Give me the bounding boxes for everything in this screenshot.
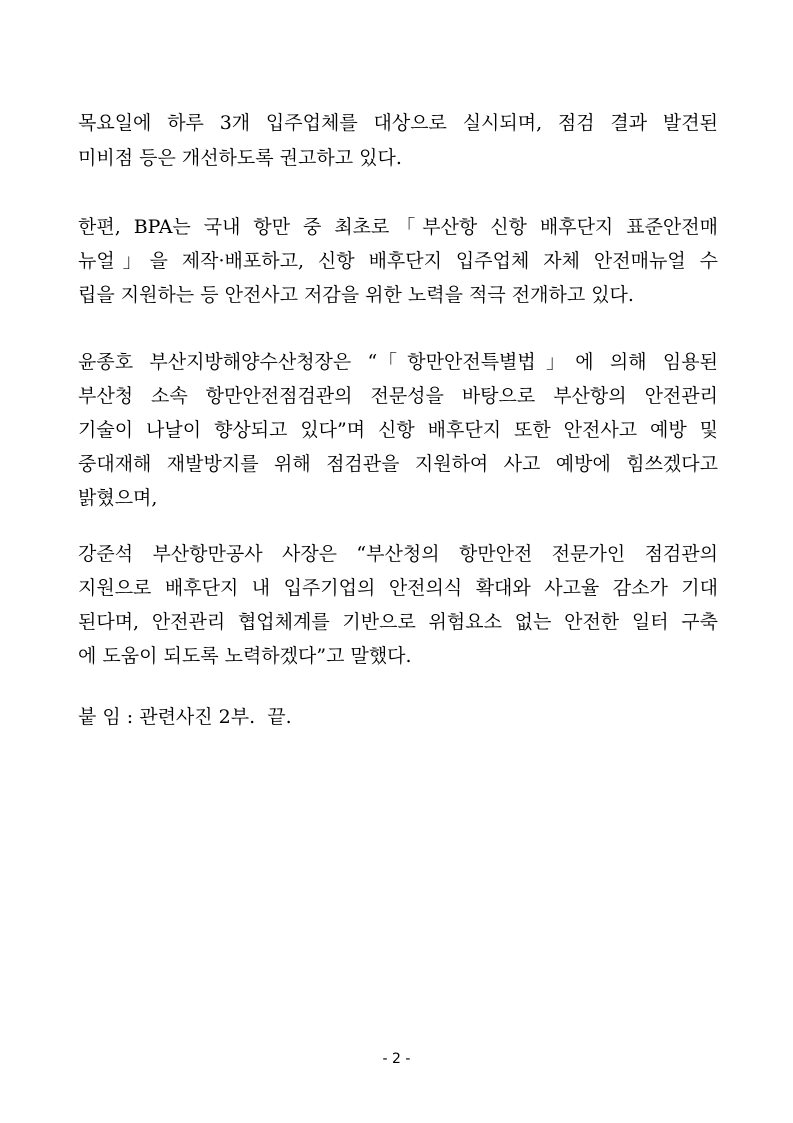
paragraph-2-line-3: 립을 지원하는 등 안전사고 저감을 위한 노력을 적극 전개하고 있다. xyxy=(78,284,634,306)
paragraph-1-line-2: 미비점 등은 개선하도록 권고하고 있다. xyxy=(78,147,402,169)
paragraph-2-line-1: 한편, BPA는 국내 항만 중 최초로「부산항 신항 배후단지 표준안전매 xyxy=(78,216,718,238)
paragraph-4-line-3: 된다며, 안전관리 협업체계를 기반으로 위험요소 없는 안전한 일터 구축 xyxy=(78,611,718,633)
paragraph-3-line-1: 윤종호 부산지방해양수산청장은 “「항만안전특별법」에 의해 임용된 xyxy=(78,351,718,373)
paragraph-3-line-2: 부산청 소속 항만안전점검관의 전문성을 바탕으로 부산항의 안전관리 xyxy=(78,385,718,407)
paragraph-4-line-1: 강준석 부산항만공사 사장은 “부산청의 항만안전 전문가인 점검관의 xyxy=(78,543,718,565)
paragraph-2-line-2: 뉴얼」을 제작·배포하고, 신항 배후단지 입주업체 자체 안전매뉴얼 수 xyxy=(78,250,718,272)
paragraph-3-line-4: 중대재해 재발방지를 위해 점검관을 지원하여 사고 예방에 힘쓰겠다고 xyxy=(78,453,718,475)
paragraph-4-line-4: 에 도움이 되도록 노력하겠다”고 말했다. xyxy=(78,645,412,667)
paragraph-4-line-2: 지원으로 배후단지 내 입주기업의 안전의식 확대와 사고율 감소가 기대 xyxy=(78,577,718,599)
paragraph-1-line-1: 목요일에 하루 3개 입주업체를 대상으로 실시되며, 점검 결과 발견된 xyxy=(78,112,718,134)
paragraph-3-line-5: 밝혔으며, xyxy=(78,487,158,509)
paragraph-3-line-3: 기술이 나날이 향상되고 있다”며 신항 배후단지 또한 안전사고 예방 및 xyxy=(78,419,718,441)
page-number: - 2 - xyxy=(382,1051,411,1067)
attachment-note: 붙 임 : 관련사진 2부. 끝. xyxy=(78,706,292,728)
